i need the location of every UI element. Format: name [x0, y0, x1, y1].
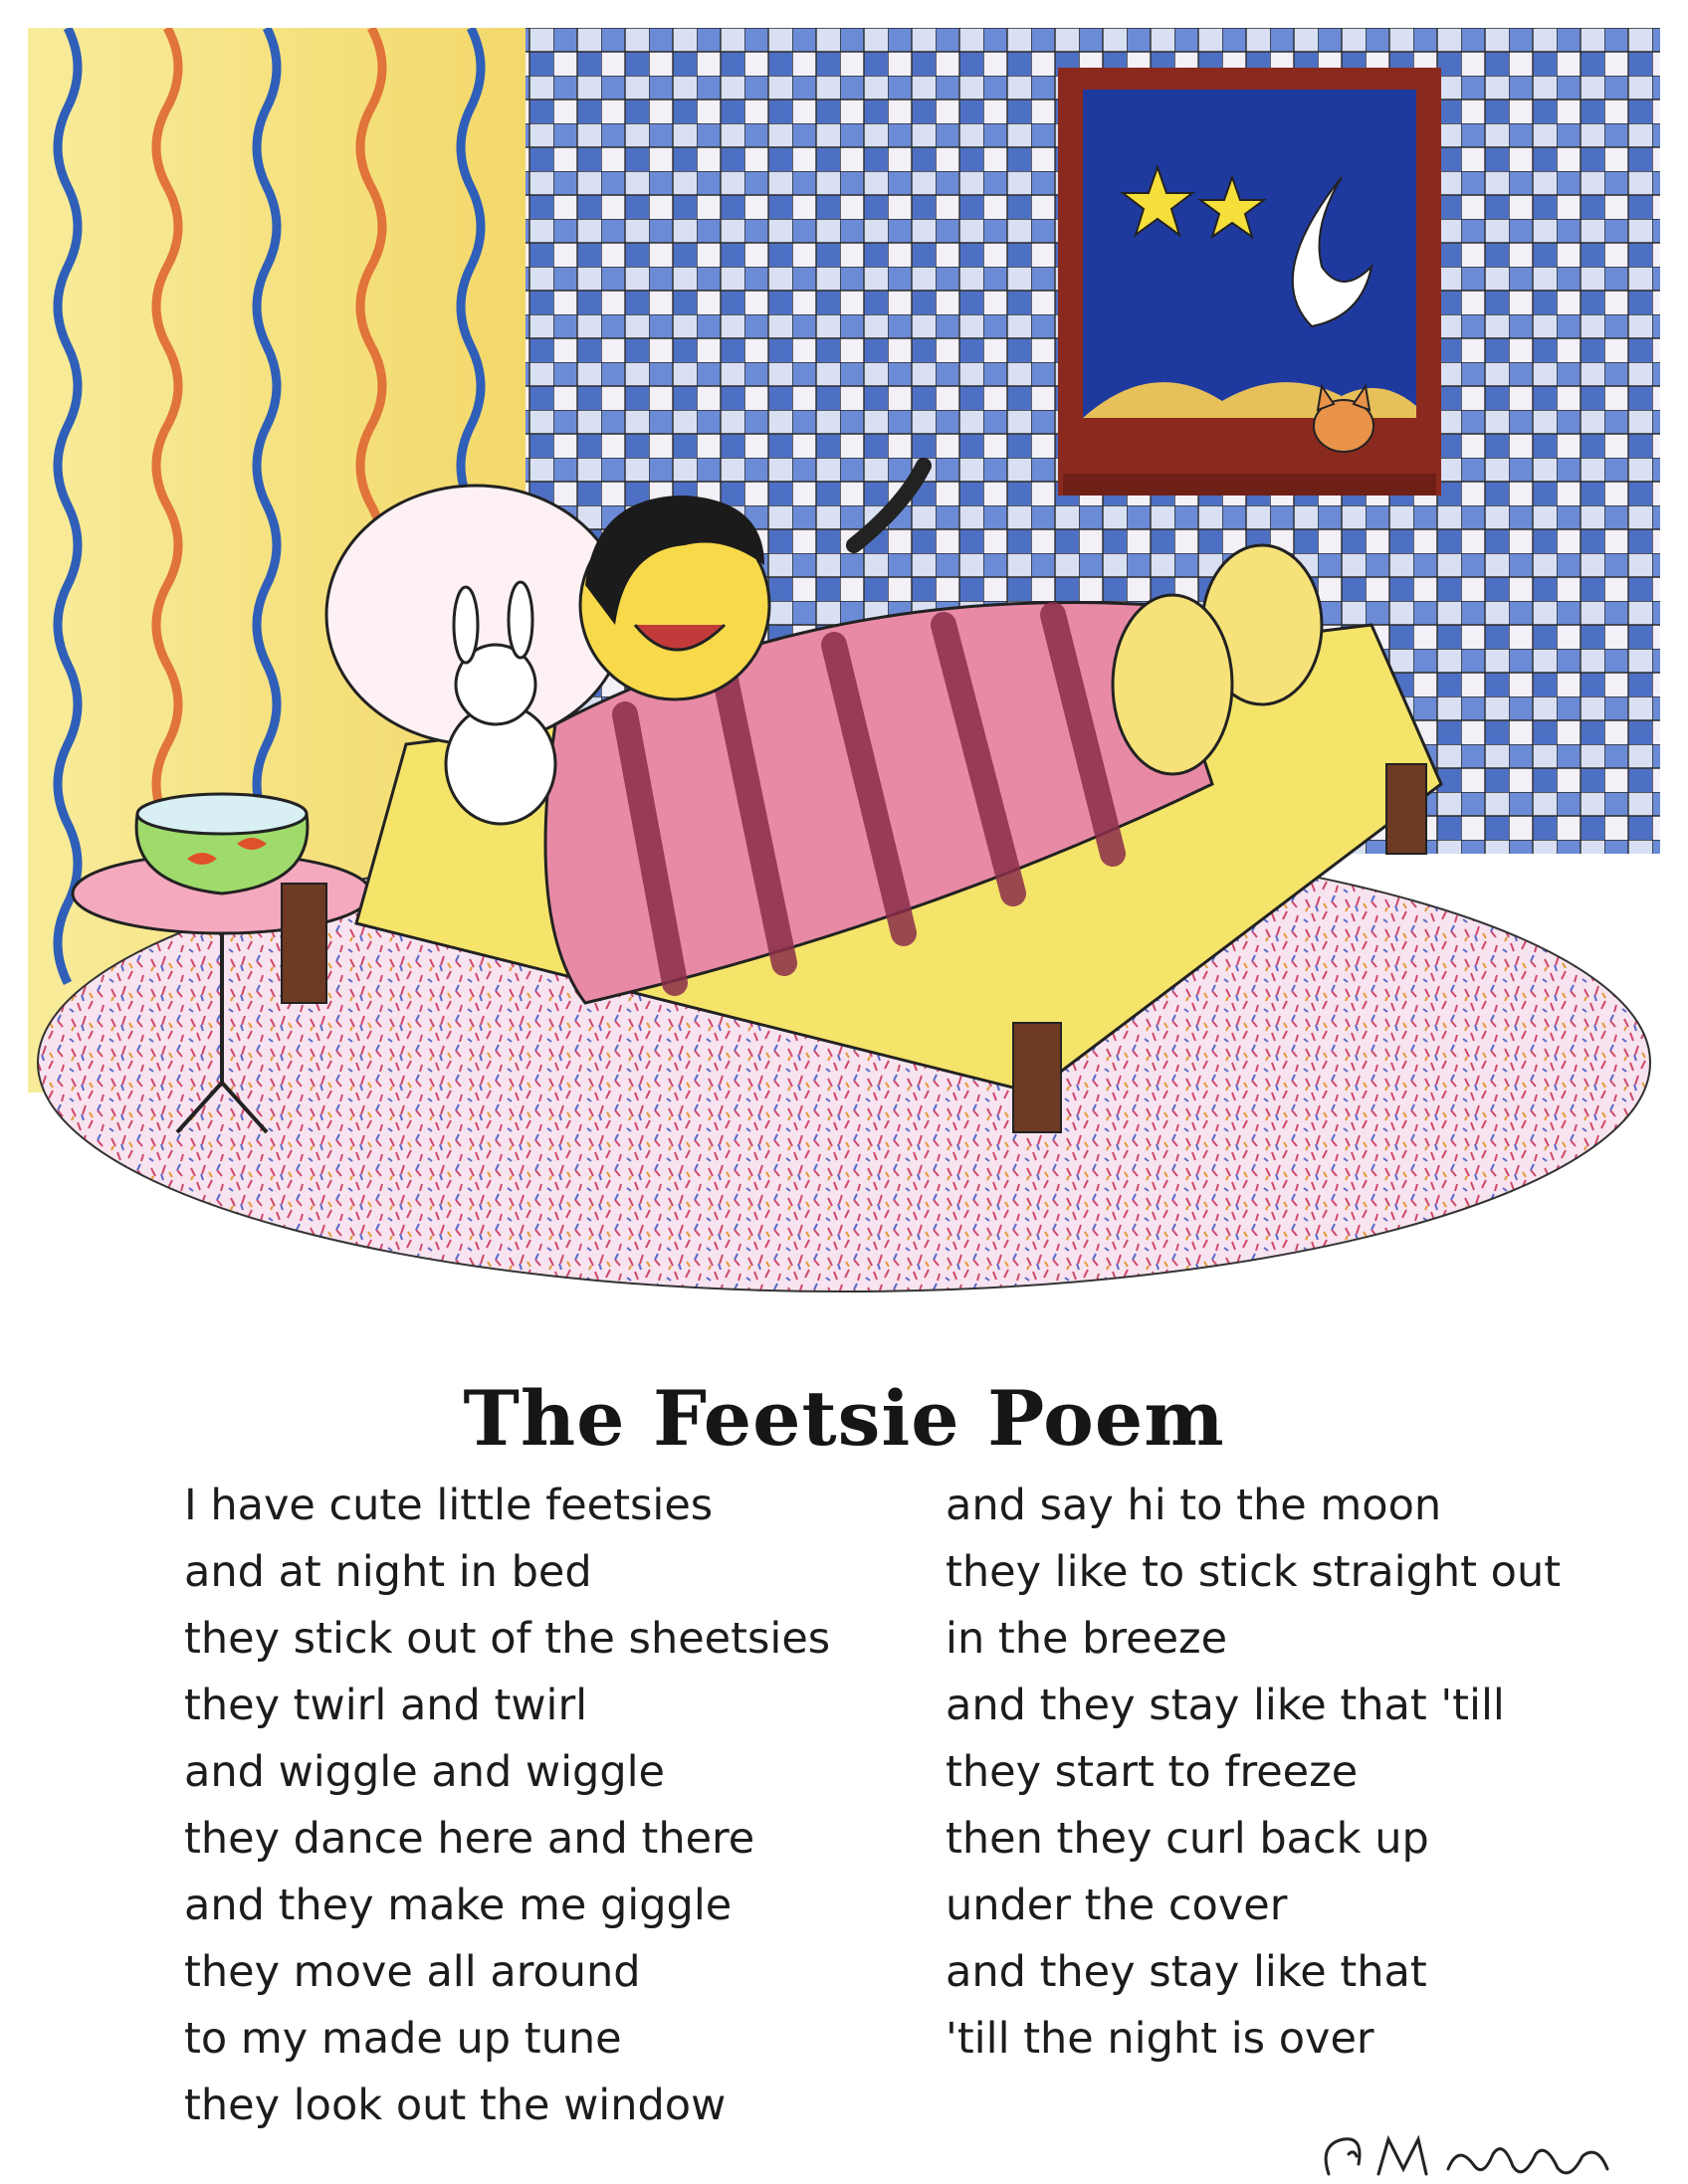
poem-line: then they curl back up: [946, 1814, 1429, 1864]
poem-line: under the cover: [946, 1881, 1288, 1930]
poem-line: they move all around: [184, 1947, 641, 1997]
poem-line: they dance here and there: [184, 1814, 755, 1864]
poem-line: they stick out of the sheetsies: [184, 1614, 831, 1664]
poem-line: and they stay like that 'till: [946, 1681, 1505, 1730]
poem-line: and they stay like that: [946, 1947, 1427, 1997]
poem-line: and say hi to the moon: [946, 1481, 1442, 1530]
bedroom-illustration: [28, 28, 1660, 1296]
poem-line: they like to stick straight out: [946, 1547, 1562, 1597]
poem-left-column: [184, 1473, 830, 2139]
poem-line: and wiggle and wiggle: [184, 1747, 666, 1797]
poem-title: The Feetsie Poem: [463, 1373, 1225, 1463]
poem-line: I have cute little feetsies: [184, 1481, 714, 1530]
window-night-sky-icon: [1058, 68, 1441, 496]
poem-line: to my made up tune: [184, 2014, 622, 2064]
poem-line: they start to freeze: [946, 1747, 1359, 1797]
poem-line: they twirl and twirl: [184, 1681, 588, 1730]
poem-line: they look out the window: [184, 2081, 727, 2130]
artist-signature: [1309, 2124, 1637, 2184]
poem-line: in the breeze: [946, 1614, 1228, 1664]
poem-line: 'till the night is over: [946, 2014, 1374, 2064]
poem-right-column: [946, 1473, 1561, 2073]
poem-line: and at night in bed: [184, 1547, 592, 1597]
poem-line: and they make me giggle: [184, 1881, 733, 1930]
